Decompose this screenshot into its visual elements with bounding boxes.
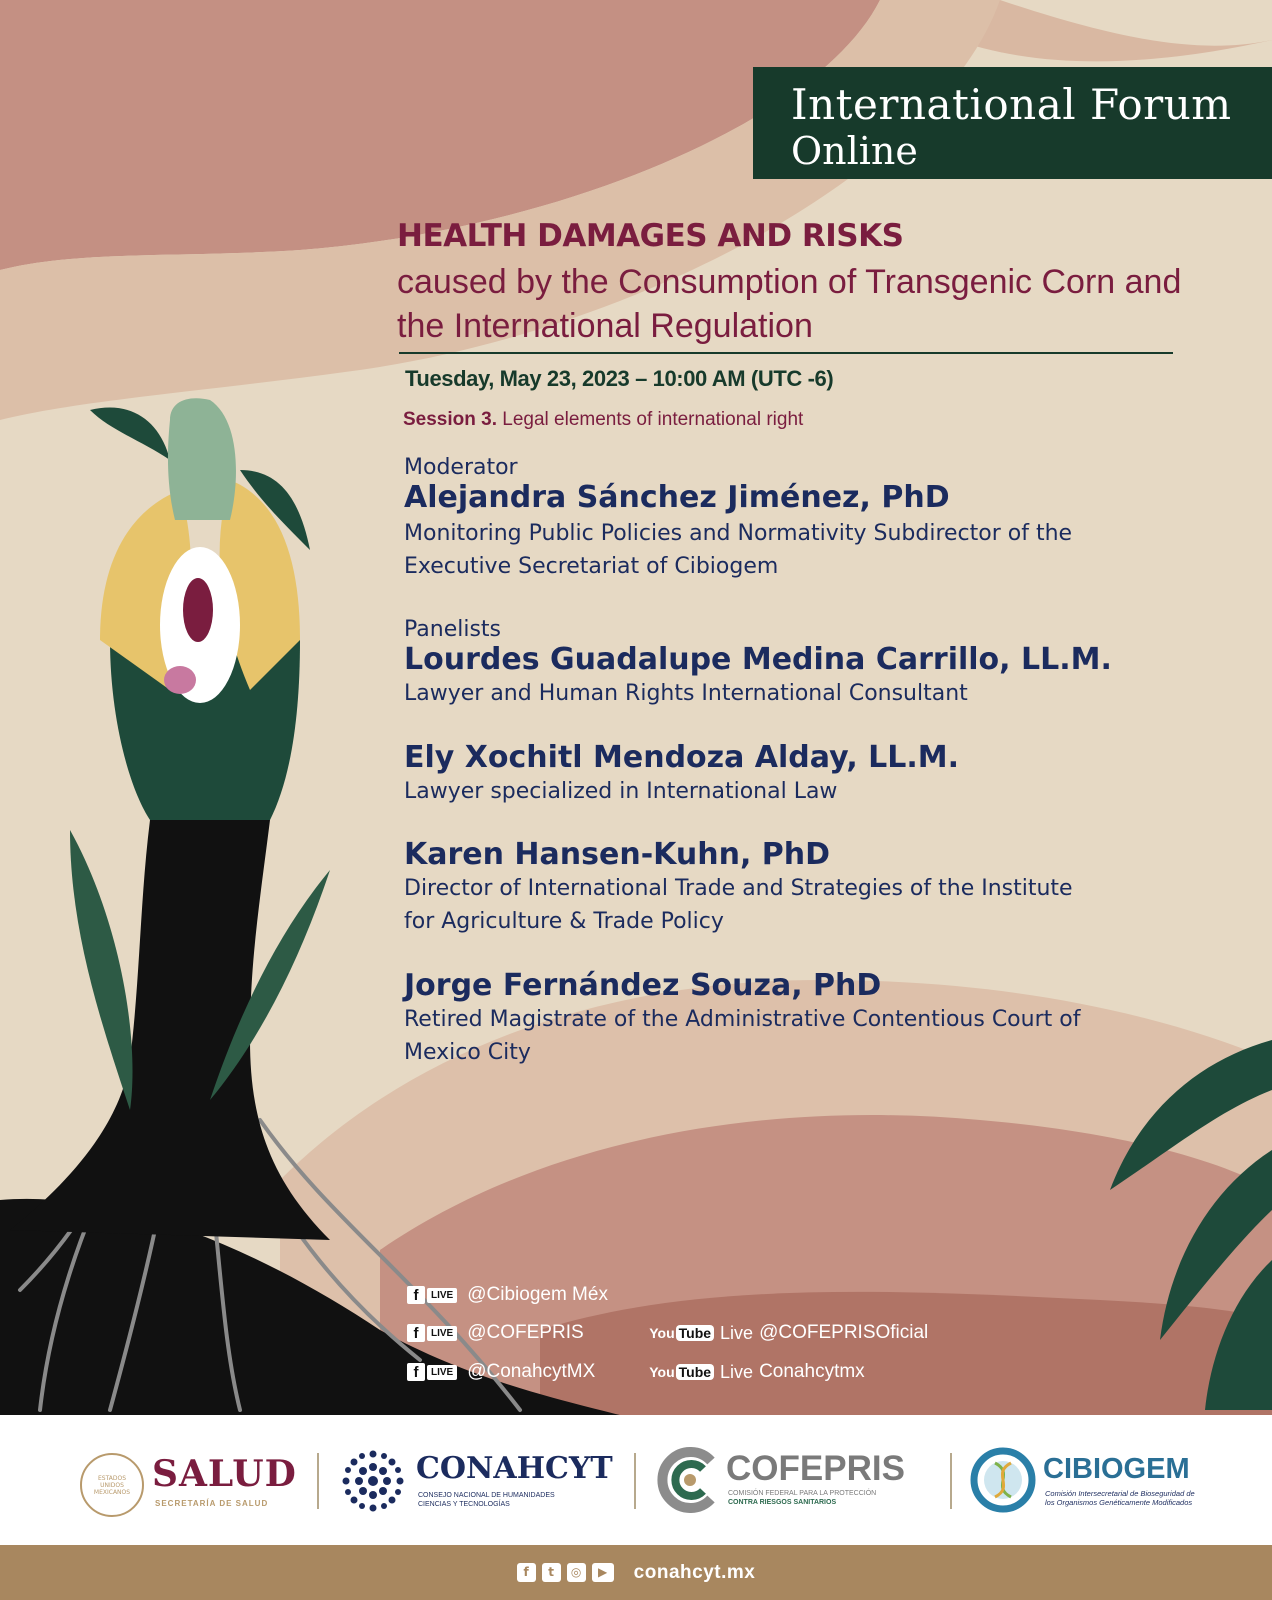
conahcyt-sub: CONSEJO NACIONAL DE HUMANIDADES CIENCIAS Y TECNOLOGÍAS bbox=[418, 1492, 555, 1508]
youtube-icon: You Tube bbox=[649, 1364, 714, 1380]
live-badge: LIVE bbox=[427, 1365, 457, 1380]
panelist-block-4 bbox=[404, 968, 1104, 1069]
logo-divider bbox=[634, 1453, 636, 1509]
youtube-icon[interactable]: ▶ bbox=[592, 1563, 614, 1582]
youtube-handle[interactable]: @COFEPRISOficial bbox=[759, 1322, 929, 1343]
facebook-handle[interactable]: @ConahcytMX bbox=[467, 1361, 596, 1382]
cibiogem-icon bbox=[970, 1447, 1036, 1513]
event-date: Tuesday, May 23, 2023 – 10:00 AM (UTC -6) bbox=[405, 366, 834, 391]
panelist-name: Lourdes Guadalupe Medina Carrillo, LL.M. bbox=[404, 642, 1112, 677]
facebook-icon: f bbox=[407, 1324, 425, 1342]
website-link[interactable]: conahcyt.mx bbox=[633, 1561, 756, 1583]
panelist-name: Jorge Fernández Souza, PhD bbox=[404, 968, 882, 1003]
live-badge: LIVE bbox=[427, 1326, 457, 1341]
cofepris-icon bbox=[657, 1447, 719, 1513]
panelist-desc: Lawyer and Human Rights International Consultant bbox=[404, 681, 968, 706]
event-subtitle: caused by the Consumption of Transgenic Corn and the International Regulation bbox=[397, 263, 1182, 345]
logo-divider bbox=[950, 1453, 952, 1509]
panelists-label: Panelists bbox=[404, 617, 502, 642]
title-divider bbox=[399, 352, 1173, 354]
panelist-block-2 bbox=[404, 740, 959, 808]
moderator-block bbox=[404, 455, 1124, 583]
facebook-icon: f bbox=[407, 1363, 425, 1381]
cibiogem-logo: CIBIOGEM bbox=[1043, 1453, 1190, 1485]
live-label: Live bbox=[720, 1361, 754, 1382]
salud-logo: SALUD bbox=[152, 1453, 297, 1495]
panelist-name: Karen Hansen-Kuhn, PhD bbox=[404, 837, 831, 872]
facebook-icon: f bbox=[407, 1286, 425, 1304]
panelist-desc: Director of International Trade and Strategies of the Institute for Agriculture & Trade Policy bbox=[404, 876, 1073, 934]
conahcyt-logo: CONAHCYT bbox=[416, 1451, 613, 1486]
cofepris-sub: COMISIÓN FEDERAL PARA LA PROTECCIÓN CONTRA RIESGOS SANITARIOS bbox=[728, 1490, 877, 1506]
facebook-handle[interactable]: @Cibiogem Méx bbox=[467, 1284, 608, 1305]
salud-sub: SECRETARÍA DE SALUD bbox=[155, 1499, 269, 1508]
session-text: Legal elements of international right bbox=[502, 409, 804, 430]
panelist-block-3 bbox=[404, 837, 1084, 938]
facebook-handle[interactable]: @COFEPRIS bbox=[467, 1322, 584, 1343]
social-line-3 bbox=[407, 1361, 865, 1383]
badge-line2: Online bbox=[791, 129, 918, 173]
panelist-name: Ely Xochitl Mendoza Alday, LL.M. bbox=[404, 740, 960, 775]
youtube-icon: You Tube bbox=[649, 1325, 714, 1341]
badge-line1: International Forum bbox=[791, 80, 1232, 129]
instagram-icon[interactable]: ◎ bbox=[567, 1563, 586, 1582]
social-line-1 bbox=[407, 1284, 608, 1306]
facebook-icon[interactable]: f bbox=[517, 1563, 536, 1582]
youtube-handle[interactable]: Conahcytmx bbox=[759, 1361, 865, 1382]
moderator-desc: Monitoring Public Policies and Normativity Subdirector of the Executive Secretariat of Cibiogem bbox=[404, 521, 1073, 579]
live-label: Live bbox=[720, 1322, 754, 1343]
moderator-role: Moderator bbox=[404, 455, 518, 480]
footer-bar bbox=[0, 1545, 1272, 1600]
twitter-icon[interactable]: t bbox=[542, 1563, 561, 1582]
forum-badge bbox=[753, 67, 1272, 179]
cofepris-logo: COFEPRIS bbox=[726, 1449, 905, 1488]
sponsor-logos bbox=[0, 1415, 1272, 1545]
mexico-seal-icon: ESTADOS UNIDOS MEXICANOS bbox=[80, 1453, 144, 1517]
moderator-name: Alejandra Sánchez Jiménez, PhD bbox=[404, 480, 950, 515]
social-line-2 bbox=[407, 1322, 928, 1344]
live-badge: LIVE bbox=[427, 1288, 457, 1303]
panelist-block-1 bbox=[404, 617, 1112, 710]
panelist-desc: Lawyer specialized in International Law bbox=[404, 779, 838, 804]
cibiogem-sub: Comisión Intersecretarial de Bioseguridad de los Organismos Genéticamente Modificados bbox=[1045, 1489, 1195, 1507]
conahcyt-dots-icon bbox=[340, 1448, 406, 1514]
session-line bbox=[403, 409, 803, 431]
panelist-desc: Retired Magistrate of the Administrative Contentious Court of Mexico City bbox=[404, 1007, 1081, 1065]
logo-divider bbox=[317, 1453, 319, 1509]
event-title: HEALTH DAMAGES AND RISKS bbox=[397, 218, 904, 254]
session-label: Session 3. bbox=[403, 409, 497, 430]
